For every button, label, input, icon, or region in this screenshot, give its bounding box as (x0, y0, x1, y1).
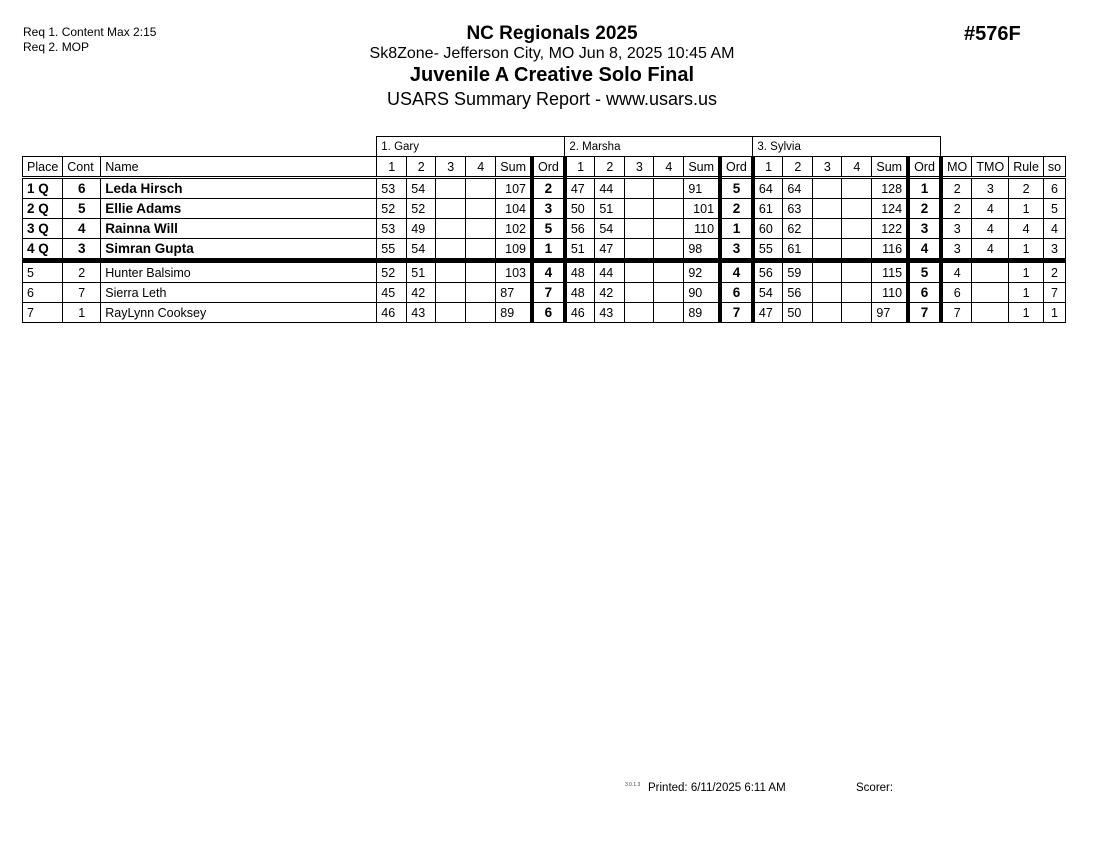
judge-1-score-1: 45 (377, 283, 407, 303)
col-so: so (1043, 157, 1065, 178)
judge-1-ordinal: 7 (532, 283, 565, 303)
judge-3-score-1: 54 (753, 283, 783, 303)
table-row (23, 239, 1066, 261)
judge-3-score-4 (842, 239, 872, 261)
tmo-cell: 4 (972, 239, 1009, 261)
judge-1-score-3 (436, 303, 466, 323)
judge-1-score-1: 53 (377, 178, 407, 199)
mo-cell: 3 (941, 239, 972, 261)
judge-1-score-4 (466, 219, 496, 239)
judge-2-score-4 (654, 283, 684, 303)
judge-2-score-2: 42 (595, 283, 625, 303)
judge-3-score-1: 47 (753, 303, 783, 323)
so-cell: 3 (1043, 239, 1065, 261)
judge-2-label: 2. Marsha (565, 137, 753, 157)
judge-3-label: 3. Sylvia (753, 137, 941, 157)
judge-3-score-1: 60 (753, 219, 783, 239)
judge-3-score-3 (813, 178, 842, 199)
rule-cell: 1 (1009, 199, 1044, 219)
rule-cell: 2 (1009, 178, 1044, 199)
col-j1-ord: Ord (532, 157, 565, 178)
col-name: Name (101, 157, 377, 178)
table-row (23, 283, 1066, 303)
judge-1-score-2: 51 (407, 261, 436, 283)
judge-3-ordinal: 5 (908, 261, 941, 283)
col-cont: Cont (63, 157, 101, 178)
judge-2-sum: 91 (684, 178, 720, 199)
name-cell: Sierra Leth (101, 283, 377, 303)
place-cell: 5 (23, 261, 63, 283)
so-cell: 2 (1043, 261, 1065, 283)
judge-2-score-1: 47 (565, 178, 595, 199)
event-number: #576F (964, 23, 1021, 45)
judge-3-score-1: 61 (753, 199, 783, 219)
col-tmo: TMO (972, 157, 1009, 178)
judge-1-ordinal: 4 (532, 261, 565, 283)
judge-2-sum: 92 (684, 261, 720, 283)
judge-2-score-3 (625, 283, 654, 303)
judge-2-score-1: 56 (565, 219, 595, 239)
report-title: USARS Summary Report - www.usars.us (386, 89, 718, 109)
judge-2-ordinal: 1 (720, 219, 753, 239)
name-cell: Hunter Balsimo (101, 261, 377, 283)
requirement-1: Req 1. Content Max 2:15 (23, 25, 157, 39)
event-name: Juvenile A Creative Solo Final (409, 64, 695, 86)
col-j1-sum: Sum (496, 157, 532, 178)
scorer-label: Scorer: (856, 782, 894, 794)
judge-3-score-2: 50 (783, 303, 813, 323)
judge-2-sum: 90 (684, 283, 720, 303)
so-cell: 6 (1043, 178, 1065, 199)
place-cell: 3 Q (23, 219, 63, 239)
tmo-cell: 4 (972, 199, 1009, 219)
table-row (23, 261, 1066, 283)
name-cell: Ellie Adams (101, 199, 377, 219)
judge-1-score-2: 54 (407, 178, 436, 199)
judge-3-score-2: 62 (783, 219, 813, 239)
col-j3-ord: Ord (908, 157, 941, 178)
judge-2-score-2: 44 (595, 261, 625, 283)
tmo-cell: 3 (972, 178, 1009, 199)
judge-3-score-4 (842, 199, 872, 219)
col-j2-s4: 4 (654, 157, 684, 178)
judge-3-sum: 124 (872, 199, 908, 219)
judge-3-score-2: 63 (783, 199, 813, 219)
judge-1-score-2: 49 (407, 219, 436, 239)
column-header-row (23, 157, 1066, 178)
cont-cell: 7 (63, 283, 101, 303)
judge-2-ordinal: 5 (720, 178, 753, 199)
judge-3-score-1: 56 (753, 261, 783, 283)
judge-header-row (23, 137, 1066, 157)
col-j1-s3: 3 (436, 157, 466, 178)
judge-3-ordinal: 4 (908, 239, 941, 261)
col-j3-s1: 1 (753, 157, 783, 178)
judge-2-score-1: 48 (565, 283, 595, 303)
name-cell: Simran Gupta (101, 239, 377, 261)
judge-1-score-2: 43 (407, 303, 436, 323)
col-j3-sum: Sum (872, 157, 908, 178)
printed-timestamp: Printed: 6/11/2025 6:11 AM (648, 782, 786, 794)
judge-1-sum: 102 (496, 219, 532, 239)
rule-cell: 1 (1009, 303, 1044, 323)
cont-cell: 6 (63, 178, 101, 199)
mo-cell: 3 (941, 219, 972, 239)
cont-cell: 2 (63, 261, 101, 283)
col-place: Place (23, 157, 63, 178)
mo-cell: 4 (941, 261, 972, 283)
judge-1-sum: 87 (496, 283, 532, 303)
judge-1-score-4 (466, 261, 496, 283)
judge-2-score-1: 48 (565, 261, 595, 283)
judge-1-score-2: 52 (407, 199, 436, 219)
judge-1-sum: 103 (496, 261, 532, 283)
judge-2-ordinal: 7 (720, 303, 753, 323)
judge-3-sum: 116 (872, 239, 908, 261)
judge-1-score-3 (436, 283, 466, 303)
judge-2-sum: 98 (684, 239, 720, 261)
judge-3-score-3 (813, 219, 842, 239)
judge-3-score-4 (842, 178, 872, 199)
judge-2-score-3 (625, 219, 654, 239)
judge-2-score-2: 43 (595, 303, 625, 323)
col-mo: MO (941, 157, 972, 178)
judge-2-sum: 101 (684, 199, 720, 219)
judge-2-score-2: 51 (595, 199, 625, 219)
judge-1-ordinal: 5 (532, 219, 565, 239)
col-j2-s2: 2 (595, 157, 625, 178)
judge-3-sum: 115 (872, 261, 908, 283)
judge-2-ordinal: 3 (720, 239, 753, 261)
judge-2-score-1: 50 (565, 199, 595, 219)
col-j1-s4: 4 (466, 157, 496, 178)
judge-1-sum: 89 (496, 303, 532, 323)
judge-2-score-3 (625, 261, 654, 283)
table-row (23, 303, 1066, 323)
mo-cell: 2 (941, 199, 972, 219)
col-j2-s3: 3 (625, 157, 654, 178)
judge-1-ordinal: 2 (532, 178, 565, 199)
judge-1-score-2: 42 (407, 283, 436, 303)
rule-cell: 1 (1009, 283, 1044, 303)
judge-3-score-3 (813, 239, 842, 261)
requirement-2: Req 2. MOP (23, 40, 90, 54)
col-rule: Rule (1009, 157, 1044, 178)
judge-3-score-3 (813, 283, 842, 303)
judge-3-ordinal: 7 (908, 303, 941, 323)
judge-3-score-3 (813, 199, 842, 219)
judge-3-ordinal: 1 (908, 178, 941, 199)
judge-2-ordinal: 6 (720, 283, 753, 303)
judge-1-score-1: 55 (377, 239, 407, 261)
table-row (23, 199, 1066, 219)
col-j2-s1: 1 (565, 157, 595, 178)
judge-1-sum: 107 (496, 178, 532, 199)
judge-1-score-3 (436, 239, 466, 261)
tmo-cell (972, 303, 1009, 323)
col-j3-s2: 2 (783, 157, 813, 178)
place-cell: 1 Q (23, 178, 63, 199)
judge-3-score-3 (813, 261, 842, 283)
judge-2-score-3 (625, 303, 654, 323)
name-cell: Rainna Will (101, 219, 377, 239)
mo-cell: 2 (941, 178, 972, 199)
judge-1-score-4 (466, 303, 496, 323)
judge-3-score-1: 55 (753, 239, 783, 261)
judge-1-score-4 (466, 283, 496, 303)
judge-2-score-3 (625, 199, 654, 219)
place-cell: 7 (23, 303, 63, 323)
judge-3-score-3 (813, 303, 842, 323)
judge-3-score-4 (842, 303, 872, 323)
col-j3-s4: 4 (842, 157, 872, 178)
col-j1-s1: 1 (377, 157, 407, 178)
results-table (22, 136, 1066, 323)
judge-2-score-4 (654, 178, 684, 199)
judge-3-ordinal: 6 (908, 283, 941, 303)
judge-1-sum: 109 (496, 239, 532, 261)
venue-date-line: Sk8Zone- Jefferson City, MO Jun 8, 2025 10:45 AM (369, 45, 735, 62)
col-j1-s2: 2 (407, 157, 436, 178)
judge-1-score-3 (436, 178, 466, 199)
judge-3-score-4 (842, 261, 872, 283)
competition-title: NC Regionals 2025 (466, 23, 638, 44)
judge-3-score-2: 64 (783, 178, 813, 199)
judge-3-sum: 128 (872, 178, 908, 199)
judge-3-score-4 (842, 283, 872, 303)
judge-1-ordinal: 1 (532, 239, 565, 261)
rule-cell: 4 (1009, 219, 1044, 239)
mo-cell: 6 (941, 283, 972, 303)
judge-3-score-2: 59 (783, 261, 813, 283)
judge-2-score-2: 54 (595, 219, 625, 239)
judge-2-score-4 (654, 261, 684, 283)
judge-1-score-4 (466, 178, 496, 199)
version-marker: 3.0.1.3 (625, 782, 641, 788)
judge-1-score-1: 52 (377, 261, 407, 283)
judge-1-score-1: 53 (377, 219, 407, 239)
judge-2-score-1: 46 (565, 303, 595, 323)
judge-3-score-4 (842, 219, 872, 239)
judge-1-ordinal: 3 (532, 199, 565, 219)
tmo-cell: 4 (972, 219, 1009, 239)
col-j2-ord: Ord (720, 157, 753, 178)
judge-2-sum: 110 (684, 219, 720, 239)
judge-2-score-2: 47 (595, 239, 625, 261)
judge-2-score-3 (625, 178, 654, 199)
judge-1-score-1: 46 (377, 303, 407, 323)
table-row (23, 178, 1066, 199)
judge-3-sum: 122 (872, 219, 908, 239)
so-cell: 1 (1043, 303, 1065, 323)
so-cell: 5 (1043, 199, 1065, 219)
judge-1-score-1: 52 (377, 199, 407, 219)
tmo-cell (972, 261, 1009, 283)
rule-cell: 1 (1009, 261, 1044, 283)
judge-1-score-3 (436, 219, 466, 239)
name-cell: RayLynn Cooksey (101, 303, 377, 323)
judge-2-ordinal: 4 (720, 261, 753, 283)
judge-3-sum: 110 (872, 283, 908, 303)
place-cell: 4 Q (23, 239, 63, 261)
so-cell: 4 (1043, 219, 1065, 239)
judge-1-ordinal: 6 (532, 303, 565, 323)
cont-cell: 4 (63, 219, 101, 239)
mo-cell: 7 (941, 303, 972, 323)
place-cell: 6 (23, 283, 63, 303)
judge-1-score-4 (466, 199, 496, 219)
judge-1-score-3 (436, 261, 466, 283)
place-cell: 2 Q (23, 199, 63, 219)
judge-2-score-3 (625, 239, 654, 261)
judge-2-sum: 89 (684, 303, 720, 323)
judge-3-ordinal: 2 (908, 199, 941, 219)
judge-1-label: 1. Gary (377, 137, 565, 157)
judge-2-ordinal: 2 (720, 199, 753, 219)
name-cell: Leda Hirsch (101, 178, 377, 199)
judge-2-score-4 (654, 199, 684, 219)
judge-3-score-1: 64 (753, 178, 783, 199)
rule-cell: 1 (1009, 239, 1044, 261)
judge-3-score-2: 61 (783, 239, 813, 261)
col-j3-s3: 3 (813, 157, 842, 178)
cont-cell: 1 (63, 303, 101, 323)
cont-cell: 5 (63, 199, 101, 219)
judge-3-ordinal: 3 (908, 219, 941, 239)
table-row (23, 219, 1066, 239)
judge-3-score-2: 56 (783, 283, 813, 303)
judge-1-score-2: 54 (407, 239, 436, 261)
judge-2-score-4 (654, 239, 684, 261)
col-j2-sum: Sum (684, 157, 720, 178)
judge-1-score-3 (436, 199, 466, 219)
judge-3-sum: 97 (872, 303, 908, 323)
tmo-cell (972, 283, 1009, 303)
cont-cell: 3 (63, 239, 101, 261)
judge-2-score-4 (654, 219, 684, 239)
judge-1-sum: 104 (496, 199, 532, 219)
so-cell: 7 (1043, 283, 1065, 303)
judge-2-score-1: 51 (565, 239, 595, 261)
judge-2-score-4 (654, 303, 684, 323)
judge-2-score-2: 44 (595, 178, 625, 199)
judge-1-score-4 (466, 239, 496, 261)
